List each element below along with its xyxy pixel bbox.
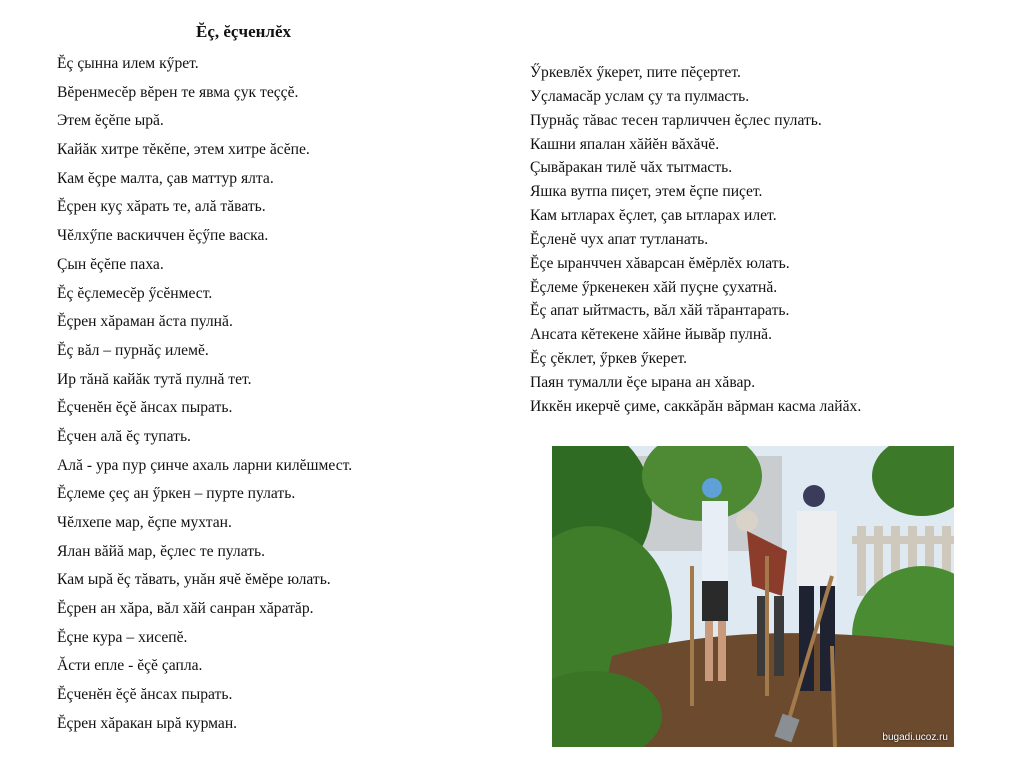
proverb-line: Ĕçе ыранччен хăварсан ĕмĕрлĕх юлать.: [530, 254, 790, 272]
proverb-line: Ĕç вăл – пурнăç илемĕ.: [57, 341, 209, 359]
proverb-line: Кам ытларах ĕçлет, çав ытларах илет.: [530, 207, 777, 225]
proverb-line: Ӳркевлĕх ӳкерет, пите пĕçертет.: [530, 64, 741, 81]
proverb-line: Ĕçченĕн ĕçĕ ăнсах пырать.: [57, 686, 233, 704]
proverb-line: Яшка вутпа пиçет, этем ĕçпе пиçет.: [530, 183, 763, 201]
proverbs-left-column: [57, 54, 352, 743]
gardening-photo: [552, 446, 954, 747]
page-title: Ĕç, ĕçченлĕх: [196, 22, 291, 41]
proverb-line: Ĕçлеме çеç ан ӳркен – пурте пулать.: [57, 485, 296, 503]
proverb-line: Ĕçчен алă ĕç тупать.: [57, 427, 191, 445]
proverb-line: Ĕçленĕ чух апат тутланать.: [530, 230, 709, 248]
proverbs-right-column: [530, 63, 861, 421]
proverb-line: Ĕç апат ыйтмасть, вăл хăй тăрантарать.: [530, 302, 790, 320]
proverb-line: Кашни япалан хăйĕн вăхăчĕ.: [530, 135, 720, 153]
proverb-line: Ĕç çынна илем кӳрет.: [57, 55, 199, 72]
proverb-line: Ĕçченĕн ĕçĕ ăнсах пырать.: [57, 399, 233, 417]
photo-illustration: [552, 446, 954, 747]
proverb-line: Ĕçне кура – хисепĕ.: [57, 628, 188, 646]
proverb-line: Ĕçрен хăраман ăста пулнă.: [57, 313, 233, 331]
proverb-line: Ăсти епле - ĕçĕ çапла.: [57, 657, 203, 675]
proverb-line: Çывăракан тилĕ чăх тытмасть.: [530, 159, 733, 177]
proverb-line: Кайăк хитре тĕкĕпе, этем хитре ăсĕпе.: [57, 141, 310, 159]
proverb-line: Ĕçрен куç хăрать те, алă тăвать.: [57, 198, 266, 216]
proverb-line: Пурнăç тăвас тесен тарличчен ĕçлес пулать.: [530, 111, 822, 129]
proverb-line: Кам ĕçре малта, çав маттур ялта.: [57, 169, 274, 187]
proverb-line: Ĕç çĕклет, ӳркев ӳкерет.: [530, 350, 688, 368]
proverb-line: Ĕçрен хăракан ырă курман.: [57, 714, 238, 732]
proverb-line: Этем ĕçĕпе ырă.: [57, 112, 164, 130]
proverb-line: Чĕлхепе мар, ĕçпе мухтан.: [57, 514, 232, 531]
proverb-line: Алă - ура пур çинче ахаль ларни килĕшмест.: [57, 456, 353, 474]
proverb-line: Ĕç ĕçлемесĕр ӳсĕнмест.: [57, 284, 213, 302]
proverb-line: Ир тăнă кайăк тутă пулнă тет.: [57, 370, 252, 388]
proverb-line: Ансата кĕтекене хăйне йывăр пулнă.: [530, 326, 772, 344]
photo-watermark: bugadi.ucoz.ru: [882, 732, 948, 743]
proverb-line: Уçламасăр услам çу та пулмасть.: [530, 87, 750, 105]
proverb-line: Чĕлхӳпе васкиччен ĕçӳпе васка.: [57, 227, 269, 245]
proverb-line: Кам ырă ĕç тăвать, унăн ячĕ ĕмĕре юлать.: [57, 571, 331, 589]
proverb-line: Ĕçлеме ӳркенекен хăй пуçне çухатнă.: [530, 278, 778, 296]
proverb-line: Иккĕн икерчĕ çиме, саккăрăн вăрман касма лайăх.: [530, 397, 862, 415]
proverb-line: Ялан вăйă мар, ĕçлес те пулать.: [57, 542, 266, 560]
proverb-line: Çын ĕçĕпе паха.: [57, 255, 164, 273]
proverb-line: Вĕренмесĕр вĕрен те явма çук теççĕ.: [57, 83, 299, 101]
proverb-line: Паян тумалли ĕçе ырана ан хăвар.: [530, 373, 756, 391]
proverb-line: Ĕçрен ан хăра, вăл хăй санран хăратăр.: [57, 600, 314, 618]
